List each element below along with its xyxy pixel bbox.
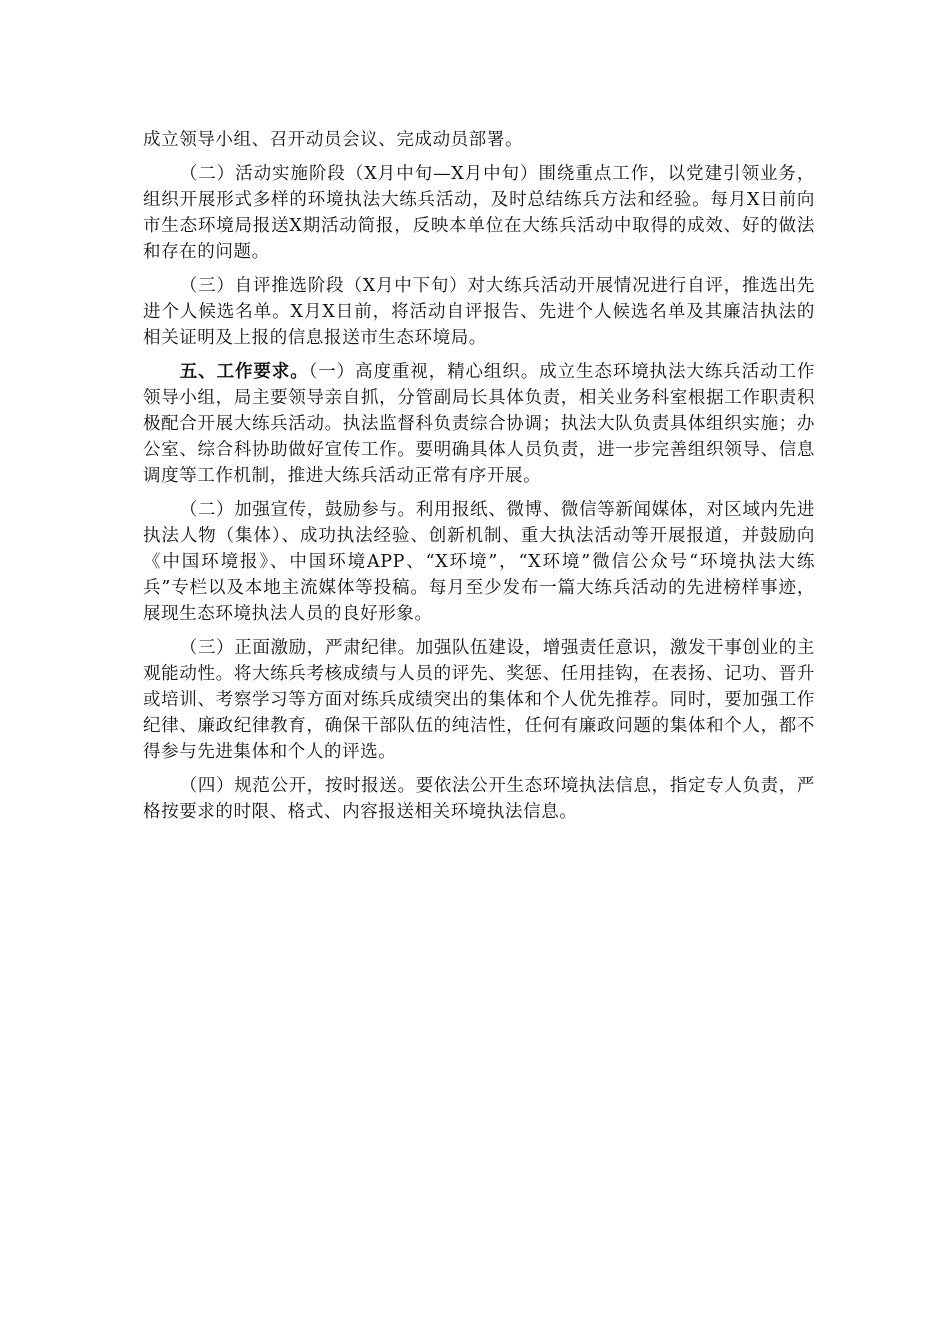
section-heading: 五、工作要求。 xyxy=(179,362,309,382)
paragraph-4-text: （一）高度重视，精心组织。成立生态环境执法大练兵活动工作领导小组，局主要领导亲自抓，分管副局长具体负责，相关业务科室根据工作职责积极配合开展大练兵活动。执法监督科负责综合协调；执法大队负责具体组织实施；办公室、综合科协助做好宣传工作。要明确具体人员负责，进一步完善组织领导、信息调度等工作机制，推进大练兵活动正常有序开展。 xyxy=(143,362,815,486)
paragraph-3: （三）自评推选阶段（X月中下旬）对大练兵活动开展情况进行自评，推选出先进个人候选名单。X月X日前，将活动自评报告、先进个人候选名单及其廉洁执法的相关证明及上报的信息报送市生态环境局。 xyxy=(143,276,815,348)
paragraph-5: （二）加强宣传，鼓励参与。利用报纸、微博、微信等新闻媒体，对区域内先进执法人物（集体）、成功执法经验、创新机制、重大执法活动等开展报道，并鼓励向《中国环境报》、中国环境APP、“X环境”，“X环境”微信公众号“环境执法大练兵”专栏以及本地主流媒体等投稿。每月至少发布一篇大练兵活动的先进榜样事迹，展现生态环境执法人员的良好形象。 xyxy=(143,500,815,624)
paragraph-6: （三）正面激励，严肃纪律。加强队伍建设，增强责任意识，激发干事创业的主观能动性。将大练兵考核成绩与人员的评先、奖惩、任用挂钩，在表扬、记功、晋升或培训、考察学习等方面对练兵成绩突出的集体和个人优先推荐。同时，要加强工作纪律、廉政纪律教育，确保干部队伍的纯洁性，任何有廉政问题的集体和个人，都不得参与先进集体和个人的评选。 xyxy=(143,638,815,762)
paragraph-4 xyxy=(143,359,815,489)
paragraph-7: （四）规范公开，按时报送。要依法公开生态环境执法信息，指定专人负责，严格按要求的时限、格式、内容报送相关环境执法信息。 xyxy=(143,776,815,822)
paragraph-1: 成立领导小组、召开动员会议、完成动员部署。 xyxy=(143,130,524,150)
document-page xyxy=(143,127,815,833)
paragraph-2: （二）活动实施阶段（X月中旬—X月中旬）围绕重点工作，以党建引领业务，组织开展形式多样的环境执法大练兵活动，及时总结练兵方法和经验。每月X日前向市生态环境局报送X期活动简报，反映本单位在大练兵活动中取得的成效、好的做法和存在的问题。 xyxy=(143,164,815,262)
